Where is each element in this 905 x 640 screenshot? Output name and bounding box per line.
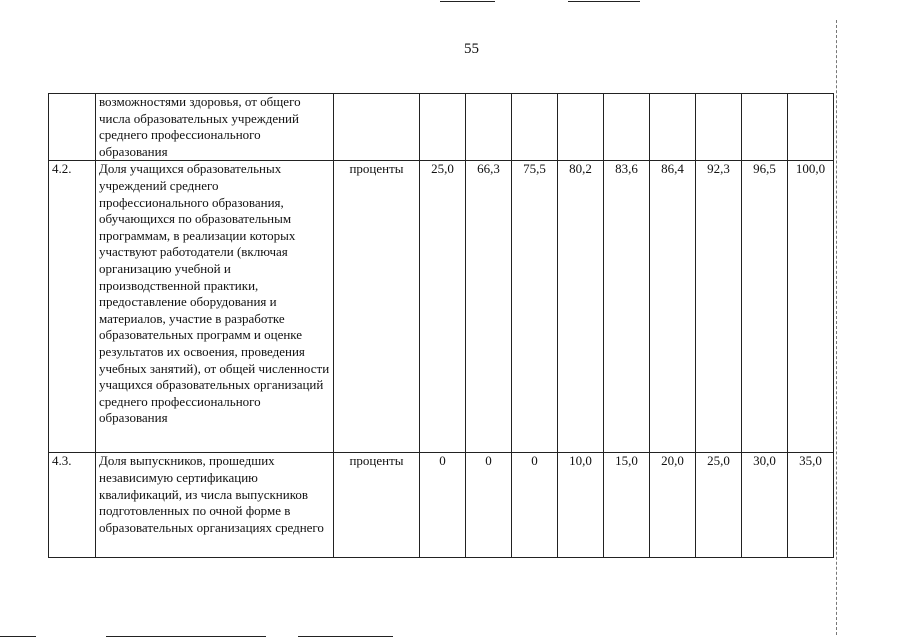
value-cell: [742, 94, 788, 161]
value-cell: 96,5: [742, 161, 788, 453]
value-cell: [512, 94, 558, 161]
indicator-table: [48, 93, 834, 558]
value-cell: 15,0: [604, 453, 650, 558]
indicator-description: возможностями здоровья, от общего числа образовательных учреждений среднего профессионального образования: [96, 94, 334, 161]
value-cell: 25,0: [696, 453, 742, 558]
row-number: 4.3.: [49, 453, 96, 558]
indicator-description: Доля выпускников, прошедших независимую сертификацию квалификаций, из числа выпускников подготовленных по очной форме в образовательных организациях среднего: [96, 453, 334, 558]
value-cell: 0: [420, 453, 466, 558]
scan-artifact-line: [106, 636, 266, 637]
value-cell: 83,6: [604, 161, 650, 453]
value-cell: [420, 94, 466, 161]
unit-cell: проценты: [334, 453, 420, 558]
value-cell: 66,3: [466, 161, 512, 453]
table-row: [49, 161, 834, 453]
row-number: 4.2.: [49, 161, 96, 453]
indicator-description: Доля учащихся образовательных учреждений среднего профессионального образования, обучающихся по образовательным программам, в реализации которых участвуют работодатели (включая организацию учебной и производственной практики, предоставление оборудования и материалов, участие в разработке образовательных программ и оценке результатов их освоения, проведения учебных занятий), от общей численности учащихся образовательных организаций среднего профессионального образования: [96, 161, 334, 453]
value-cell: 80,2: [558, 161, 604, 453]
value-cell: 30,0: [742, 453, 788, 558]
value-cell: 92,3: [696, 161, 742, 453]
value-cell: [696, 94, 742, 161]
table-row: [49, 94, 834, 161]
scan-artifact-line: [568, 1, 640, 2]
value-cell: 35,0: [788, 453, 834, 558]
value-cell: 0: [512, 453, 558, 558]
value-cell: 100,0: [788, 161, 834, 453]
page-number: 55: [464, 41, 479, 57]
value-cell: 0: [466, 453, 512, 558]
scan-artifact-line: [440, 1, 495, 2]
value-cell: 20,0: [650, 453, 696, 558]
value-cell: 86,4: [650, 161, 696, 453]
value-cell: [788, 94, 834, 161]
scan-artifact-line: [298, 636, 393, 637]
unit-cell: проценты: [334, 161, 420, 453]
scan-artifact-line: [0, 636, 36, 637]
unit-cell: [334, 94, 420, 161]
value-cell: 10,0: [558, 453, 604, 558]
value-cell: 25,0: [420, 161, 466, 453]
value-cell: [558, 94, 604, 161]
scan-artifact-dash: [836, 20, 837, 635]
value-cell: [604, 94, 650, 161]
value-cell: 75,5: [512, 161, 558, 453]
value-cell: [466, 94, 512, 161]
row-number: [49, 94, 96, 161]
value-cell: [650, 94, 696, 161]
table-row: [49, 453, 834, 558]
